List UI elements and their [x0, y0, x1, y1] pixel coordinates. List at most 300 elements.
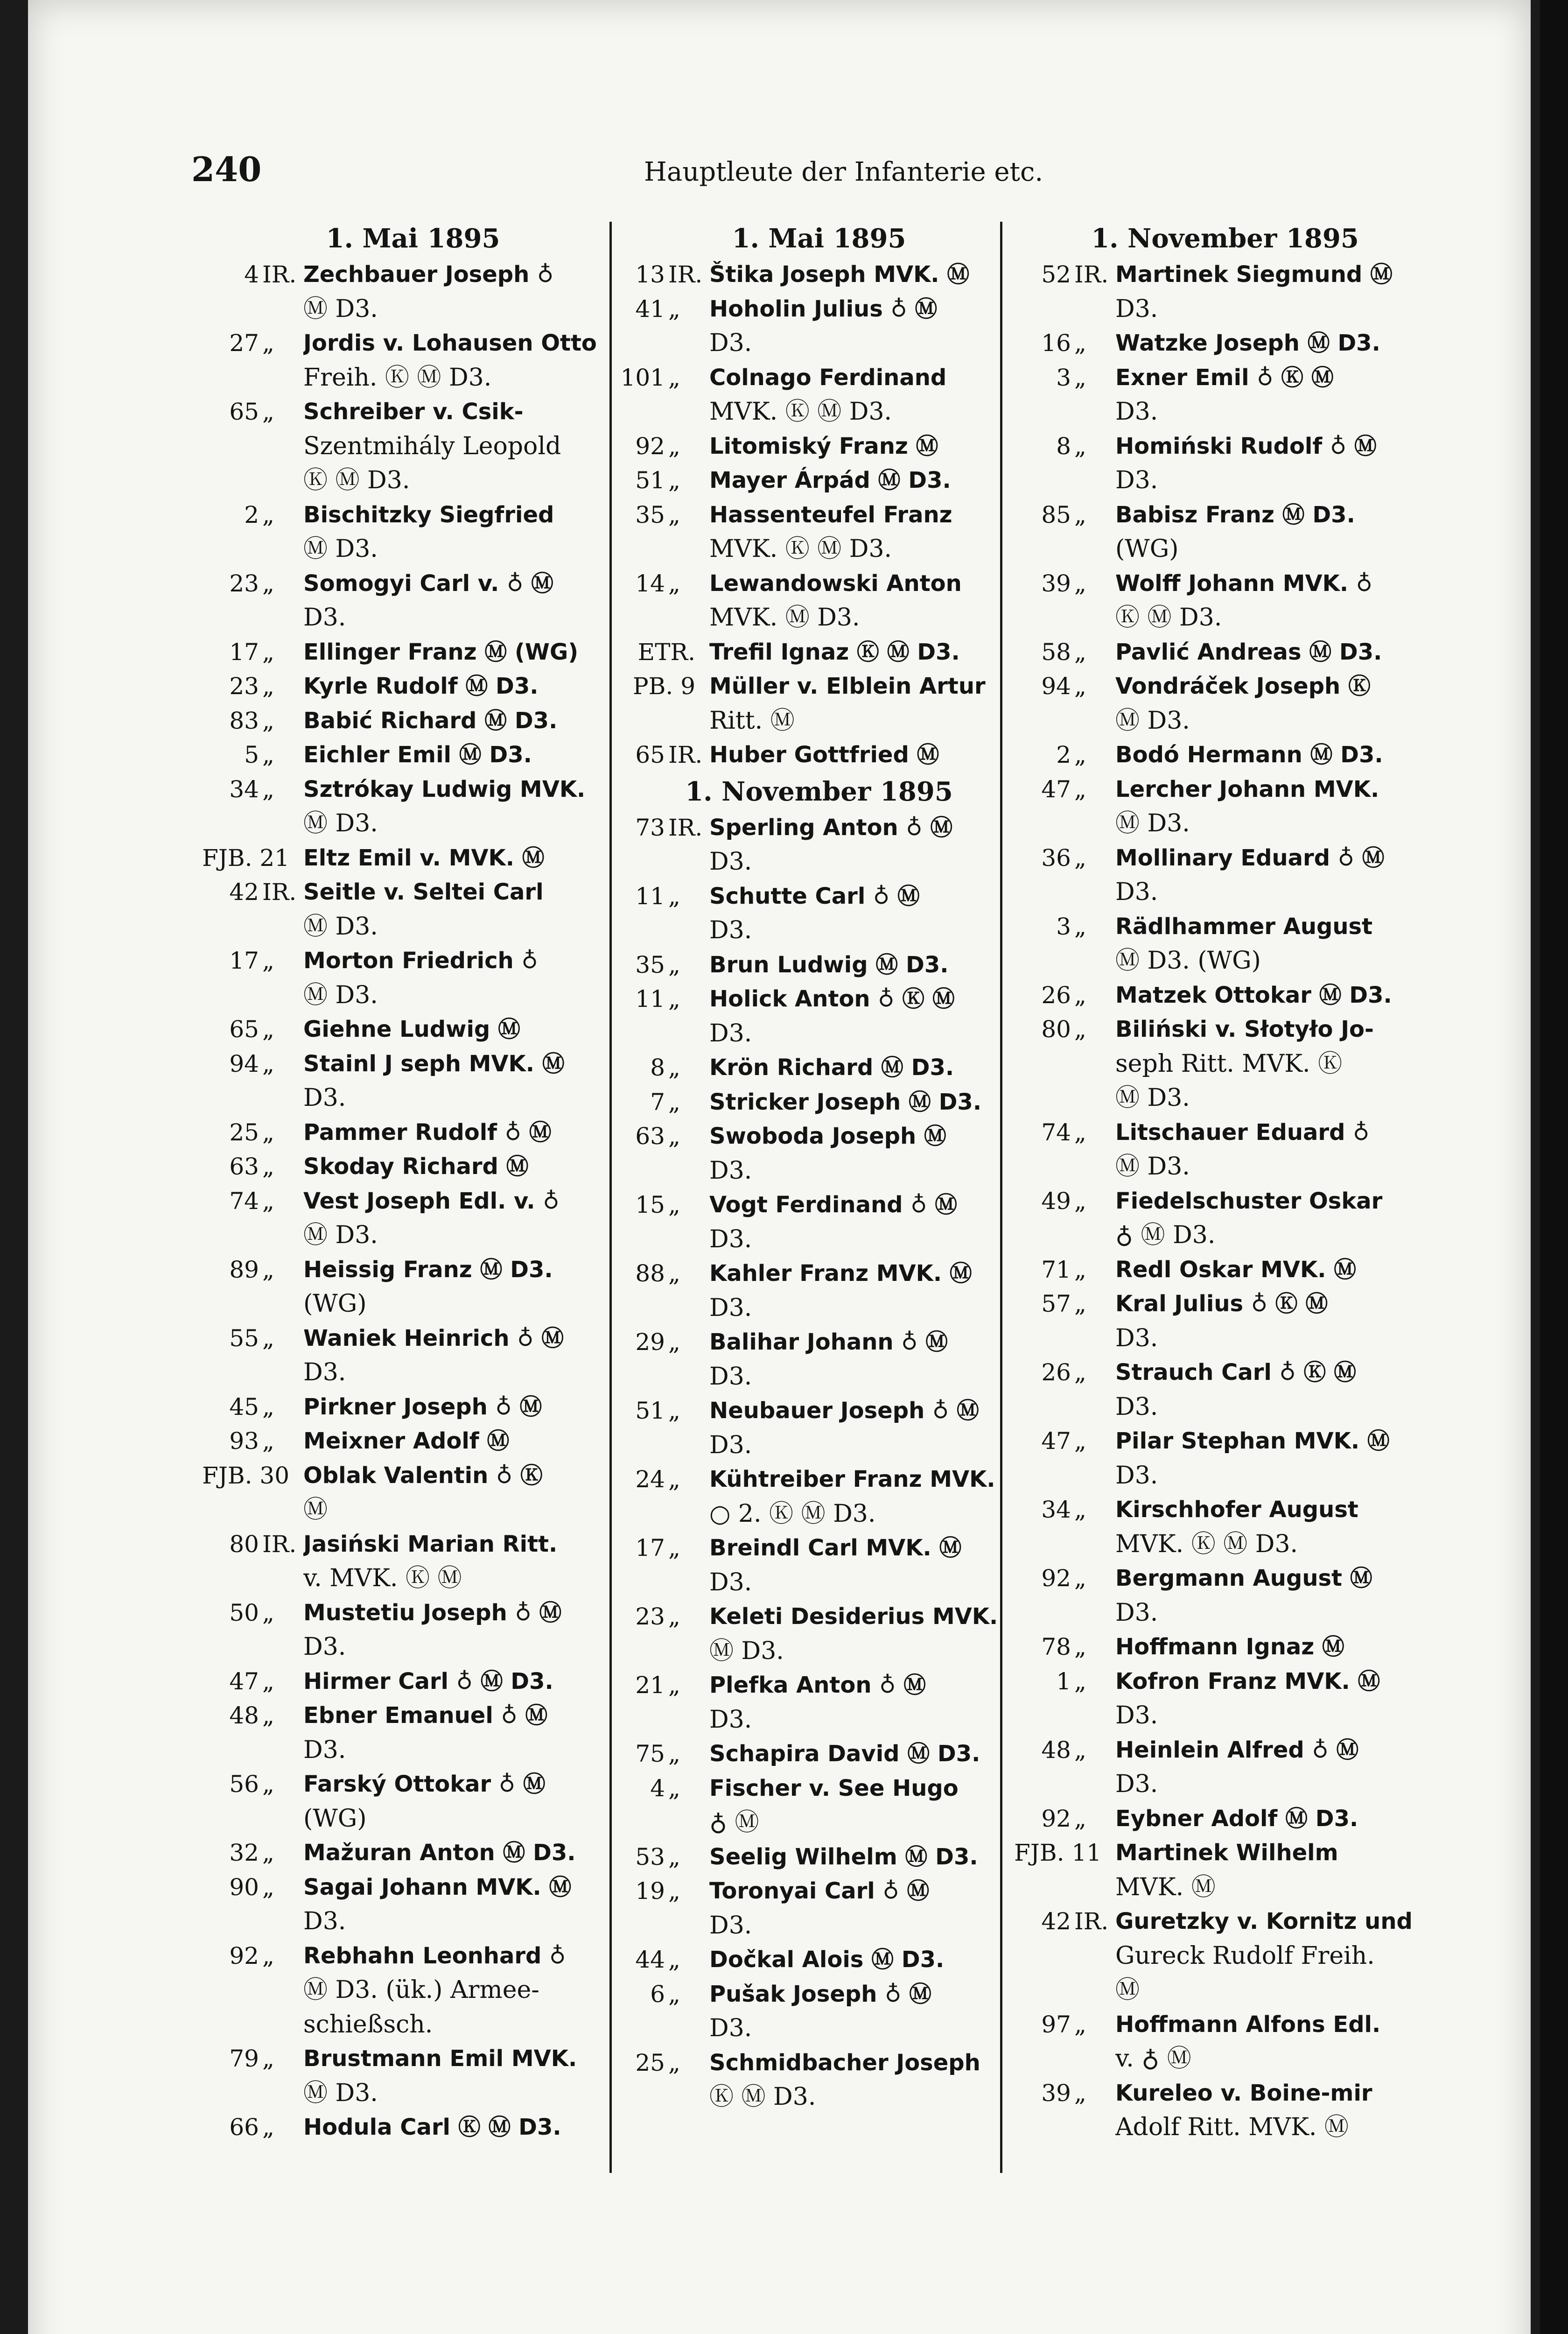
entry-continuation: Ⓜ: [1115, 1976, 1140, 2004]
officer-name: Pammer Rudolf ♁ Ⓜ: [303, 1119, 552, 1146]
regiment-type: „: [262, 2045, 274, 2072]
regiment-type: „: [1074, 1633, 1086, 1660]
officer-entry: [196, 1596, 602, 1665]
regiment-number: 80: [229, 1530, 259, 1558]
officer-entry: [196, 2110, 602, 2145]
officer-name: Jordis v. Lohausen Otto: [303, 330, 597, 356]
officer-entry: [602, 361, 1008, 429]
regiment-number: 92: [229, 1942, 259, 1969]
officer-name: Brun Ludwig Ⓜ D3.: [709, 951, 949, 978]
regiment-type: „: [668, 364, 680, 391]
officer-entry: [196, 498, 602, 567]
officer-entry: [196, 1012, 602, 1047]
regiment-type: „: [262, 1667, 274, 1695]
regiment-type: IR.: [668, 741, 703, 768]
officer-entry: [602, 982, 1008, 1051]
regiment-type: „: [262, 1256, 274, 1283]
entry-continuation: D3.: [709, 1705, 752, 1734]
regiment-type: „: [262, 1702, 274, 1729]
regiment-number: 85: [1041, 501, 1071, 528]
officer-entry: [1008, 498, 1414, 567]
regiment-number: 74: [1041, 1118, 1071, 1146]
officer-name: Oblak Valentin ♁ Ⓚ: [303, 1462, 543, 1489]
regiment-number: 1: [1056, 1667, 1071, 1695]
regiment-number: 75: [635, 1740, 665, 1767]
officer-name: Stainl J seph MVK. Ⓜ: [303, 1050, 565, 1077]
entry-continuation: Ritt. Ⓜ: [709, 706, 795, 735]
regiment-type: „: [668, 1603, 680, 1630]
officer-entry: [1008, 326, 1414, 361]
officer-name: Seitle v. Seltei Carl: [303, 879, 544, 905]
regiment-type: „: [1074, 775, 1086, 803]
regiment-type: „: [668, 1774, 680, 1802]
officer-name: Biliński v. Słotyło Jo-: [1115, 1016, 1374, 1042]
regiment-type: „: [668, 501, 680, 528]
officer-name: Ebner Emanuel ♁ Ⓜ: [303, 1702, 548, 1729]
entry-continuation: Ⓜ D3.: [303, 981, 378, 1009]
officer-entry: [196, 1184, 602, 1253]
regiment-type: „: [668, 882, 680, 910]
officer-name: Eichler Emil Ⓜ D3.: [303, 742, 532, 768]
regiment-type: „: [262, 501, 274, 528]
regiment-type: „: [262, 775, 274, 803]
officer-entry: [602, 258, 1008, 292]
regiment-type: „: [668, 1466, 680, 1493]
entry-continuation: D3.: [709, 329, 752, 357]
entry-continuation: Ⓜ D3.: [1115, 809, 1190, 837]
regiment-type: IR.: [1074, 261, 1109, 288]
officer-name: Brustmann Emil MVK.: [303, 2046, 577, 2072]
regiment-type: „: [262, 1393, 274, 1420]
regiment-type: „: [262, 947, 274, 974]
officer-entry: [602, 429, 1008, 464]
entry-continuation: MVK. Ⓚ Ⓜ D3.: [709, 535, 892, 563]
officer-entry: [196, 1322, 602, 1390]
entry-continuation: D3.: [1115, 1770, 1158, 1798]
officer-name: Litschauer Eduard ♁: [1115, 1119, 1370, 1146]
regiment-type: „: [668, 1534, 680, 1561]
regiment-number: 8: [650, 1054, 665, 1081]
regiment-number: 3: [1056, 913, 1071, 940]
officer-name: Trefil Ignaz Ⓚ Ⓜ D3.: [709, 639, 960, 665]
entry-continuation: MVK. Ⓚ Ⓜ D3.: [709, 398, 892, 426]
regiment-number: 25: [635, 2049, 665, 2076]
entry-continuation: D3.: [1115, 295, 1158, 323]
officer-name: Stricker Joseph Ⓜ D3.: [709, 1089, 982, 1115]
officer-name: Sperling Anton ♁ Ⓜ: [709, 814, 953, 841]
entry-continuation: Ⓜ D3.: [1115, 1084, 1190, 1112]
regiment-number: 7: [650, 1088, 665, 1116]
regiment-type: „: [1074, 913, 1086, 940]
officer-entry: [602, 811, 1008, 879]
officer-entry: [196, 841, 602, 876]
regiment-number: 36: [1041, 844, 1071, 872]
regiment-number: 51: [635, 467, 665, 494]
regiment-number: 47: [1041, 1427, 1071, 1455]
regiment-number: 27: [229, 330, 259, 357]
officer-name: Vest Joseph Edl. v. ♁: [303, 1188, 560, 1214]
regiment-type: „: [262, 2114, 274, 2141]
officer-entry: [196, 669, 602, 704]
officer-name: Lewandowski Anton: [709, 570, 962, 597]
entry-continuation: ○ 2. Ⓚ Ⓜ D3.: [709, 1499, 876, 1528]
regiment-type: „: [1074, 638, 1086, 666]
officer-name: Keleti Desiderius MVK.: [709, 1603, 998, 1630]
officer-entry: [602, 567, 1008, 635]
officer-name: Kureleo v. Boine-mir: [1115, 2080, 1372, 2106]
entry-continuation: D3.: [1115, 1324, 1158, 1352]
section-heading: 1. November 1895: [1091, 223, 1359, 254]
regiment-number: 79: [229, 2045, 259, 2072]
officer-entry: [1008, 1561, 1414, 1630]
officer-name: Rebhahn Leonhard ♁: [303, 1942, 566, 1969]
regiment-type: „: [262, 1324, 274, 1352]
regiment-number: 90: [229, 1873, 259, 1901]
regiment-number: 52: [1041, 261, 1071, 288]
entry-continuation: Ⓜ D3. (WG): [1115, 947, 1261, 975]
regiment-type: „: [1074, 364, 1086, 391]
regiment-number: 19: [635, 1877, 665, 1905]
officer-name: Meixner Adolf Ⓜ: [303, 1428, 510, 1454]
regiment-type: „: [1074, 501, 1086, 528]
regiment-number: 94: [229, 1050, 259, 1077]
regiment-type: „: [262, 330, 274, 357]
officer-entry: [602, 1325, 1008, 1394]
entry-continuation: D3.: [709, 1225, 752, 1253]
officer-entry: [602, 1188, 1008, 1257]
officer-entry: [1008, 978, 1414, 1013]
officer-entry: [1008, 1905, 1414, 2008]
officer-entry: [196, 258, 602, 326]
entry-continuation: v. ♁ Ⓜ: [1115, 2045, 1191, 2073]
officer-entry: [196, 875, 602, 944]
regiment-number: 4: [650, 1774, 665, 1802]
officer-entry: [196, 635, 602, 670]
officer-name: Mustetiu Joseph ♁ Ⓜ: [303, 1599, 562, 1626]
officer-name: Eybner Adolf Ⓜ D3.: [1115, 1805, 1358, 1832]
officer-entry: [196, 1767, 602, 1836]
regiment-number: 26: [1041, 1359, 1071, 1386]
regiment-type: „: [1074, 1016, 1086, 1043]
officer-name: Hoffmann Alfons Edl.: [1115, 2011, 1381, 2038]
officer-entry: [1008, 1253, 1414, 1287]
officer-entry: [602, 1119, 1008, 1188]
regiment-type: „: [1074, 673, 1086, 700]
page-number: 240: [191, 149, 262, 189]
officer-name: Morton Friedrich ♁: [303, 948, 538, 974]
regiment-number: 71: [1041, 1256, 1071, 1283]
officer-name: Breindl Carl MVK. Ⓜ: [709, 1535, 962, 1561]
entry-continuation: Ⓜ D3.: [709, 1637, 784, 1665]
entry-continuation: MVK. Ⓜ D3.: [709, 604, 860, 632]
regiment-type: „: [1074, 1256, 1086, 1283]
regiment-number: 6: [650, 1980, 665, 2008]
regiment-type: „: [1074, 330, 1086, 357]
officer-entry: [1008, 258, 1414, 326]
regiment-number: 35: [635, 951, 665, 978]
officer-name: Mollinary Eduard ♁ Ⓜ: [1115, 844, 1385, 871]
regiment-type: „: [262, 707, 274, 734]
entry-continuation: Ⓚ Ⓜ D3.: [709, 2083, 816, 2111]
officer-name: Heissig Franz Ⓜ D3.: [303, 1256, 553, 1283]
regiment-number: 39: [1041, 569, 1071, 597]
regiment-number: FJB. 21: [202, 844, 289, 872]
regiment-type: „: [668, 1260, 680, 1287]
regiment-number: 53: [635, 1843, 665, 1870]
entry-continuation: seph Ritt. MVK. Ⓚ: [1115, 1049, 1343, 1078]
entry-continuation: Freih. Ⓚ Ⓜ D3.: [303, 363, 492, 392]
officer-entry: [602, 879, 1008, 948]
officer-name: Sagai Johann MVK. Ⓜ: [303, 1874, 572, 1900]
officer-entry: [196, 326, 602, 395]
entry-continuation: Ⓜ D3. (ük.) Armee-: [303, 1976, 539, 2004]
regiment-number: 17: [229, 638, 259, 666]
entry-continuation: Ⓜ D3.: [303, 295, 378, 323]
officer-entry: [602, 1257, 1008, 1325]
officer-name: Eltz Emil v. MVK. Ⓜ: [303, 844, 545, 871]
officer-entry: [1008, 1665, 1414, 1733]
entry-continuation: (WG): [1115, 535, 1179, 563]
officer-entry: [1008, 841, 1414, 910]
officer-name: Krön Richard Ⓜ D3.: [709, 1055, 954, 1081]
section-heading: 1. November 1895: [685, 776, 953, 807]
regiment-number: 29: [635, 1329, 665, 1356]
officer-name: Zechbauer Joseph ♁: [303, 261, 554, 288]
regiment-number: 92: [1041, 1805, 1071, 1832]
regiment-type: „: [1074, 1736, 1086, 1764]
officer-name: Holick Anton ♁ Ⓚ Ⓜ: [709, 986, 955, 1012]
regiment-type: „: [262, 638, 274, 666]
entry-continuation: D3.: [1115, 1461, 1158, 1490]
regiment-number: 83: [229, 707, 259, 734]
officer-name: Kühtreiber Franz MVK.: [709, 1466, 995, 1492]
regiment-type: „: [262, 1942, 274, 1969]
regiment-type: „: [668, 569, 680, 597]
officer-entry: [602, 1840, 1008, 1875]
regiment-type: „: [262, 569, 274, 597]
regiment-type: „: [1074, 1359, 1086, 1386]
regiment-number: 44: [635, 1946, 665, 1973]
entry-continuation: Ⓜ D3.: [303, 2079, 378, 2107]
regiment-type: „: [262, 1771, 274, 1798]
regiment-number: 47: [1041, 775, 1071, 803]
officer-entry: [196, 395, 602, 498]
officer-entry: [602, 1977, 1008, 2046]
regiment-number: 11: [635, 882, 665, 910]
officer-entry: [1008, 1424, 1414, 1493]
officer-entry: [1008, 1184, 1414, 1253]
regiment-number: 24: [635, 1466, 665, 1493]
regiment-type: „: [668, 1740, 680, 1767]
officer-name: Hoholin Julius ♁ Ⓜ: [709, 295, 938, 322]
regiment-number: 50: [229, 1599, 259, 1626]
regiment-number: 48: [1041, 1736, 1071, 1764]
officer-name: Guretzky v. Kornitz und: [1115, 1908, 1413, 1934]
officer-entry: [196, 1665, 602, 1699]
regiment-type: „: [1074, 741, 1086, 768]
regiment-type: „: [668, 1191, 680, 1218]
officer-name: Kofron Franz MVK. Ⓜ: [1115, 1668, 1380, 1694]
entry-continuation: D3.: [1115, 878, 1158, 906]
officer-entry: [1008, 1802, 1414, 1836]
officer-entry: [1008, 1356, 1414, 1424]
officer-entry: [1008, 2076, 1414, 2145]
officer-name: Ellinger Franz Ⓜ (WG): [303, 639, 579, 665]
regiment-number: 56: [229, 1771, 259, 1798]
officer-name: Babisz Franz Ⓜ D3.: [1115, 501, 1355, 528]
regiment-number: 73: [635, 814, 665, 841]
regiment-number: 65: [229, 1016, 259, 1043]
regiment-number: 42: [229, 879, 259, 906]
regiment-type: „: [668, 1980, 680, 2008]
regiment-number: 32: [229, 1839, 259, 1866]
regiment-type: „: [668, 1672, 680, 1699]
entry-continuation: Ⓜ D3.: [303, 809, 378, 837]
officer-name: Müller v. Elblein Artur: [709, 673, 986, 699]
regiment-type: „: [668, 467, 680, 494]
regiment-number: 48: [229, 1702, 259, 1729]
regiment-number: 4: [244, 261, 259, 288]
officer-entry: [196, 1459, 602, 1527]
officer-entry: [1008, 1733, 1414, 1802]
officer-name: Plefka Anton ♁ Ⓜ: [709, 1672, 926, 1698]
regiment-number: 63: [229, 1153, 259, 1180]
officer-entry: [1008, 910, 1414, 978]
entry-continuation: v. MVK. Ⓚ Ⓜ: [303, 1564, 462, 1592]
regiment-number: 80: [1041, 1016, 1071, 1043]
officer-name: Wolff Johann MVK. ♁: [1115, 570, 1372, 597]
officer-entry: [602, 1600, 1008, 1668]
regiment-type: IR.: [262, 261, 297, 288]
officer-name: Martinek Wilhelm: [1115, 1840, 1338, 1866]
entry-continuation: Ⓜ D3.: [1115, 706, 1190, 735]
regiment-number: 93: [229, 1427, 259, 1455]
entry-continuation: D3.: [1115, 1392, 1158, 1421]
regiment-type: „: [668, 1946, 680, 1973]
regiment-number: 5: [244, 741, 259, 768]
officer-name: Balihar Johann ♁ Ⓜ: [709, 1329, 948, 1355]
regiment-type: „: [668, 295, 680, 323]
regiment-type: „: [668, 2049, 680, 2076]
officer-name: Skoday Richard Ⓜ: [303, 1153, 529, 1180]
regiment-type: „: [1074, 1565, 1086, 1592]
officer-entry: [1008, 2008, 1414, 2076]
regiment-number: FJB. 30: [202, 1462, 289, 1489]
officer-name: Dočkal Alois Ⓜ D3.: [709, 1947, 945, 1973]
entry-continuation: (WG): [303, 1290, 367, 1318]
regiment-number: 39: [1041, 2079, 1071, 2107]
entry-continuation: Ⓚ Ⓜ D3.: [303, 466, 410, 494]
regiment-type: „: [668, 951, 680, 978]
regiment-type: „: [262, 1050, 274, 1077]
officer-entry: [196, 1836, 602, 1870]
officer-name: Colnago Ferdinand: [709, 364, 947, 391]
regiment-number: 23: [229, 569, 259, 597]
entry-continuation: D3.: [709, 1362, 752, 1391]
officer-entry: [602, 1943, 1008, 1977]
regiment-number: 42: [1041, 1908, 1071, 1935]
entry-continuation: Ⓚ Ⓜ D3.: [1115, 604, 1222, 632]
regiment-type: IR.: [262, 1530, 297, 1558]
regiment-number: 92: [635, 432, 665, 460]
regiment-number: 35: [635, 501, 665, 528]
entry-continuation: schießsch.: [303, 2010, 433, 2039]
officer-name: Bergmann August Ⓜ: [1115, 1565, 1372, 1591]
regiment-number: 15: [635, 1191, 665, 1218]
regiment-number: 55: [229, 1324, 259, 1352]
officer-name: Watzke Joseph Ⓜ D3.: [1115, 330, 1380, 356]
officer-name: Redl Oskar MVK. Ⓜ: [1115, 1256, 1357, 1283]
officer-name: Litomiský Franz Ⓜ: [709, 433, 938, 459]
regiment-type: „: [1074, 1496, 1086, 1523]
regiment-number: 94: [1041, 673, 1071, 700]
officer-name: Kahler Franz MVK. Ⓜ: [709, 1260, 972, 1287]
officer-name: Schapira David Ⓜ D3.: [709, 1741, 980, 1767]
regiment-type: „: [1074, 1667, 1086, 1695]
officer-entry: [1008, 1836, 1414, 1905]
scan-edge: [1540, 0, 1568, 2334]
column-1: [196, 219, 602, 2145]
officer-name: Hodula Carl Ⓚ Ⓜ D3.: [303, 2114, 561, 2140]
regiment-type: „: [1074, 2079, 1086, 2107]
entry-continuation: D3.: [709, 1431, 752, 1459]
regiment-number: 58: [1041, 638, 1071, 666]
officer-name: Fiedelschuster Oskar: [1115, 1188, 1383, 1214]
entry-continuation: D3.: [303, 1358, 346, 1386]
regiment-number: 65: [229, 398, 259, 425]
officer-entry: [1008, 669, 1414, 738]
regiment-type: „: [1074, 844, 1086, 872]
officer-name: Somogyi Carl v. ♁ Ⓜ: [303, 570, 553, 597]
officer-entry: [196, 1424, 602, 1459]
column-3: [1008, 219, 1414, 2145]
regiment-type: „: [668, 1397, 680, 1424]
officer-name: Heinlein Alfred ♁ Ⓜ: [1115, 1736, 1359, 1763]
regiment-number: 92: [1041, 1565, 1071, 1592]
officer-entry: [196, 1870, 602, 1939]
regiment-type: „: [1074, 981, 1086, 1009]
regiment-type: „: [1074, 569, 1086, 597]
regiment-type: „: [1074, 1805, 1086, 1832]
officer-entry: [602, 1394, 1008, 1462]
officer-name: Giehne Ludwig Ⓜ: [303, 1016, 521, 1042]
regiment-number: 66: [229, 2114, 259, 2141]
entry-continuation: D3.: [709, 1156, 752, 1185]
officer-entry: [196, 944, 602, 1012]
officer-entry: [602, 635, 1008, 670]
officer-entry: [1008, 1630, 1414, 1665]
officer-entry: [602, 464, 1008, 498]
regiment-type: IR.: [262, 879, 297, 906]
officer-name: Schmidbacher Joseph: [709, 2049, 980, 2076]
officer-name: Vogt Ferdinand ♁ Ⓜ: [709, 1192, 958, 1218]
officer-name: Babić Richard Ⓜ D3.: [303, 707, 558, 734]
entry-continuation: D3.: [303, 604, 346, 632]
officer-entry: [602, 948, 1008, 983]
entry-continuation: D3.: [709, 1568, 752, 1596]
regiment-number: 13: [635, 261, 665, 288]
regiment-type: „: [1074, 1187, 1086, 1215]
officer-name: Bodó Hermann Ⓜ D3.: [1115, 742, 1383, 768]
regiment-number: 17: [635, 1534, 665, 1561]
regiment-type: „: [262, 1839, 274, 1866]
officer-entry: [1008, 773, 1414, 841]
officer-entry: [602, 2046, 1008, 2115]
officer-name: Vondráček Joseph Ⓚ: [1115, 673, 1371, 699]
regiment-type: „: [1074, 2011, 1086, 2038]
officer-name: Bischitzky Siegfried: [303, 501, 554, 528]
officer-name: Fischer v. See Hugo: [709, 1775, 959, 1801]
